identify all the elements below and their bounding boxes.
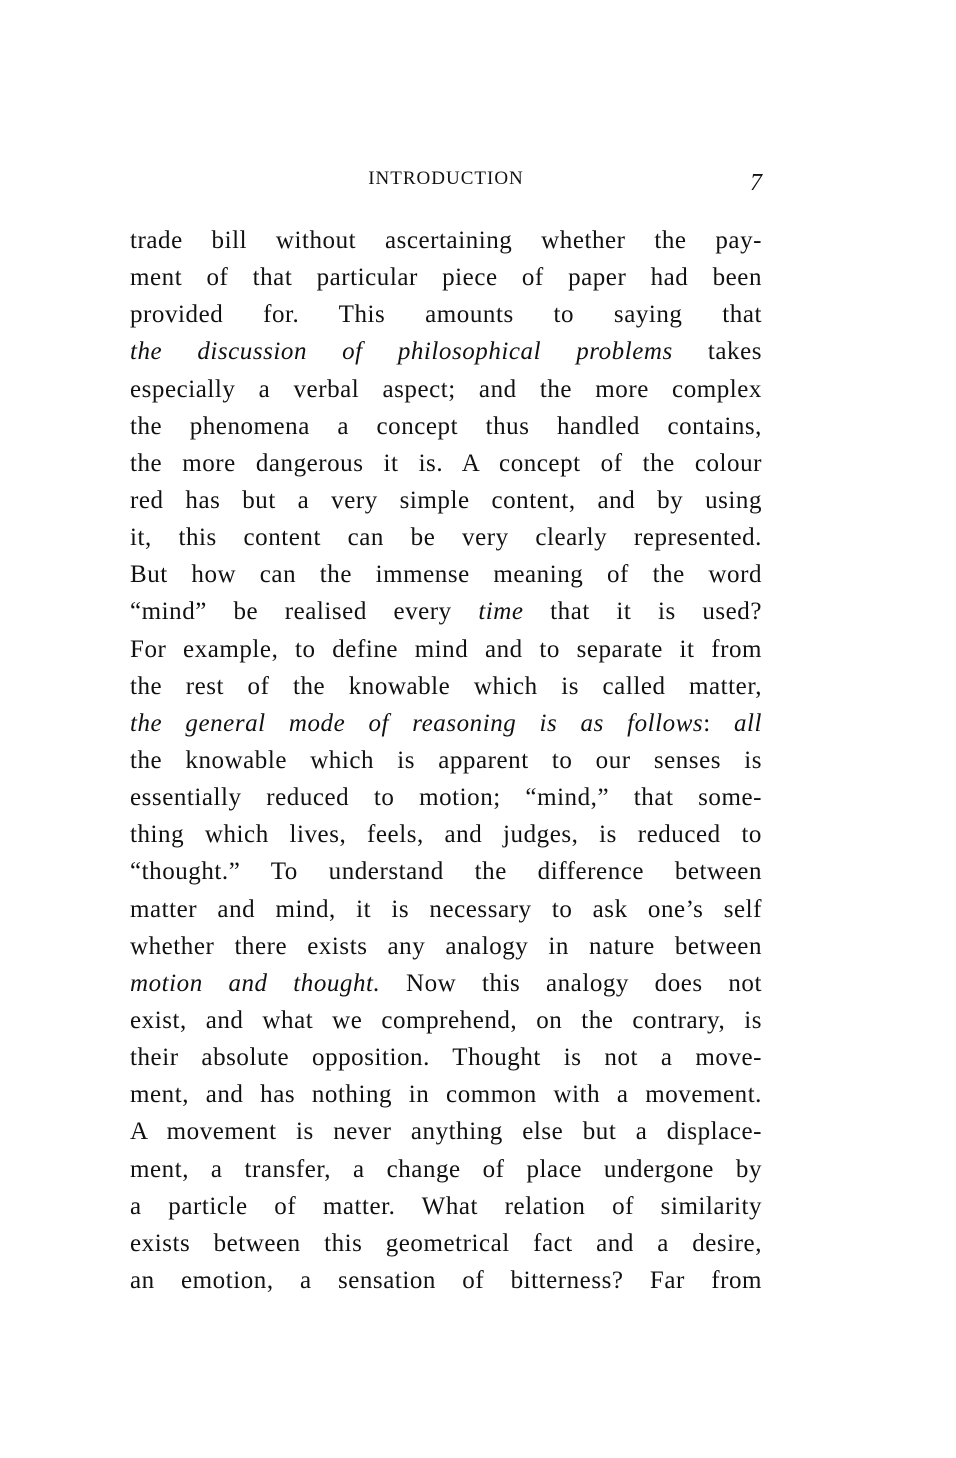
- italic-text: time: [478, 598, 524, 626]
- text-segment: Now this analogy does not: [380, 969, 762, 997]
- text-line: [130, 853, 762, 890]
- text-line: [130, 371, 762, 408]
- text-segment: the phenomena a concept thus handled contains,: [130, 412, 762, 440]
- italic-text: all: [733, 709, 763, 737]
- body-text: [130, 222, 762, 1299]
- text-segment: ment, a transfer, a change of place undergone by: [130, 1155, 762, 1183]
- text-line: [130, 891, 762, 928]
- text-segment: red has but a very simple content, and by using: [130, 486, 762, 514]
- text-segment: provided for. This amounts to saying that: [130, 301, 762, 329]
- text-line: [130, 965, 762, 1002]
- text-segment: But how can the immense meaning of the word: [130, 561, 762, 589]
- text-line: [130, 408, 762, 445]
- text-line: [130, 333, 762, 370]
- text-line: [130, 928, 762, 965]
- text-segment: matter and mind, it is necessary to ask one’s self: [130, 895, 762, 923]
- text-segment: the more dangerous it is. A concept of the colour: [130, 449, 762, 477]
- text-segment: exist, and what we comprehend, on the contrary, is: [130, 1006, 762, 1034]
- text-segment: that it is used?: [523, 598, 763, 626]
- text-line: [130, 222, 762, 259]
- text-line: [130, 593, 762, 630]
- text-line: [130, 1151, 762, 1188]
- text-segment: a particle of matter. What relation of similarity: [130, 1192, 762, 1220]
- text-line: [130, 482, 762, 519]
- italic-text: the discussion of philosophical problems: [130, 338, 673, 366]
- text-line: [130, 631, 762, 668]
- text-line: [130, 779, 762, 816]
- page-number: 7: [750, 170, 762, 196]
- text-segment: A movement is never anything else but a displace-: [130, 1118, 762, 1146]
- text-segment: an emotion, a sensation of bitterness? Far from: [130, 1266, 762, 1294]
- text-line: [130, 705, 762, 742]
- text-segment: whether there exists any analogy in nature between: [130, 932, 762, 960]
- text-segment: “thought.” To understand the difference between: [130, 858, 762, 886]
- text-segment: thing which lives, feels, and judges, is reduced to: [130, 821, 762, 849]
- text-segment: exists between this geometrical fact and a desire,: [130, 1229, 762, 1257]
- text-segment: trade bill without ascertaining whether the pay-: [130, 227, 762, 254]
- text-line: [130, 742, 762, 779]
- text-line: [130, 556, 762, 593]
- text-line: [130, 1002, 762, 1039]
- text-line: [130, 1225, 762, 1262]
- italic-text: motion and thought.: [130, 969, 381, 997]
- text-segment: essentially reduced to motion; “mind,” that some-: [130, 784, 762, 812]
- text-segment: the rest of the knowable which is called matter,: [130, 672, 762, 700]
- text-segment: takes: [672, 338, 763, 366]
- text-segment: ment of that particular piece of paper had been: [130, 264, 762, 292]
- text-line: [130, 1262, 762, 1299]
- text-line: [130, 1076, 762, 1113]
- text-line: [130, 519, 762, 556]
- text-line: [130, 296, 762, 333]
- text-segment: :: [703, 709, 734, 737]
- text-segment: the knowable which is apparent to our senses is: [130, 746, 762, 774]
- text-segment: their absolute opposition. Thought is not a move-: [130, 1044, 762, 1072]
- text-line: [130, 668, 762, 705]
- text-line: [130, 259, 762, 296]
- text-line: [130, 1188, 762, 1225]
- text-segment: ment, and has nothing in common with a movement.: [130, 1081, 762, 1109]
- text-segment: it, this content can be very clearly represented.: [130, 524, 762, 552]
- running-head: INTRODUCTION: [368, 168, 524, 189]
- text-segment: especially a verbal aspect; and the more complex: [130, 375, 762, 403]
- italic-text: the general mode of reasoning is as follows: [130, 709, 704, 737]
- text-line: [130, 816, 762, 853]
- text-segment: For example, to define mind and to separate it from: [130, 635, 762, 663]
- text-line: [130, 1113, 762, 1150]
- text-line: [130, 445, 762, 482]
- page-header: [130, 166, 762, 196]
- text-segment: “mind” be realised every: [130, 598, 479, 626]
- text-line: [130, 1039, 762, 1076]
